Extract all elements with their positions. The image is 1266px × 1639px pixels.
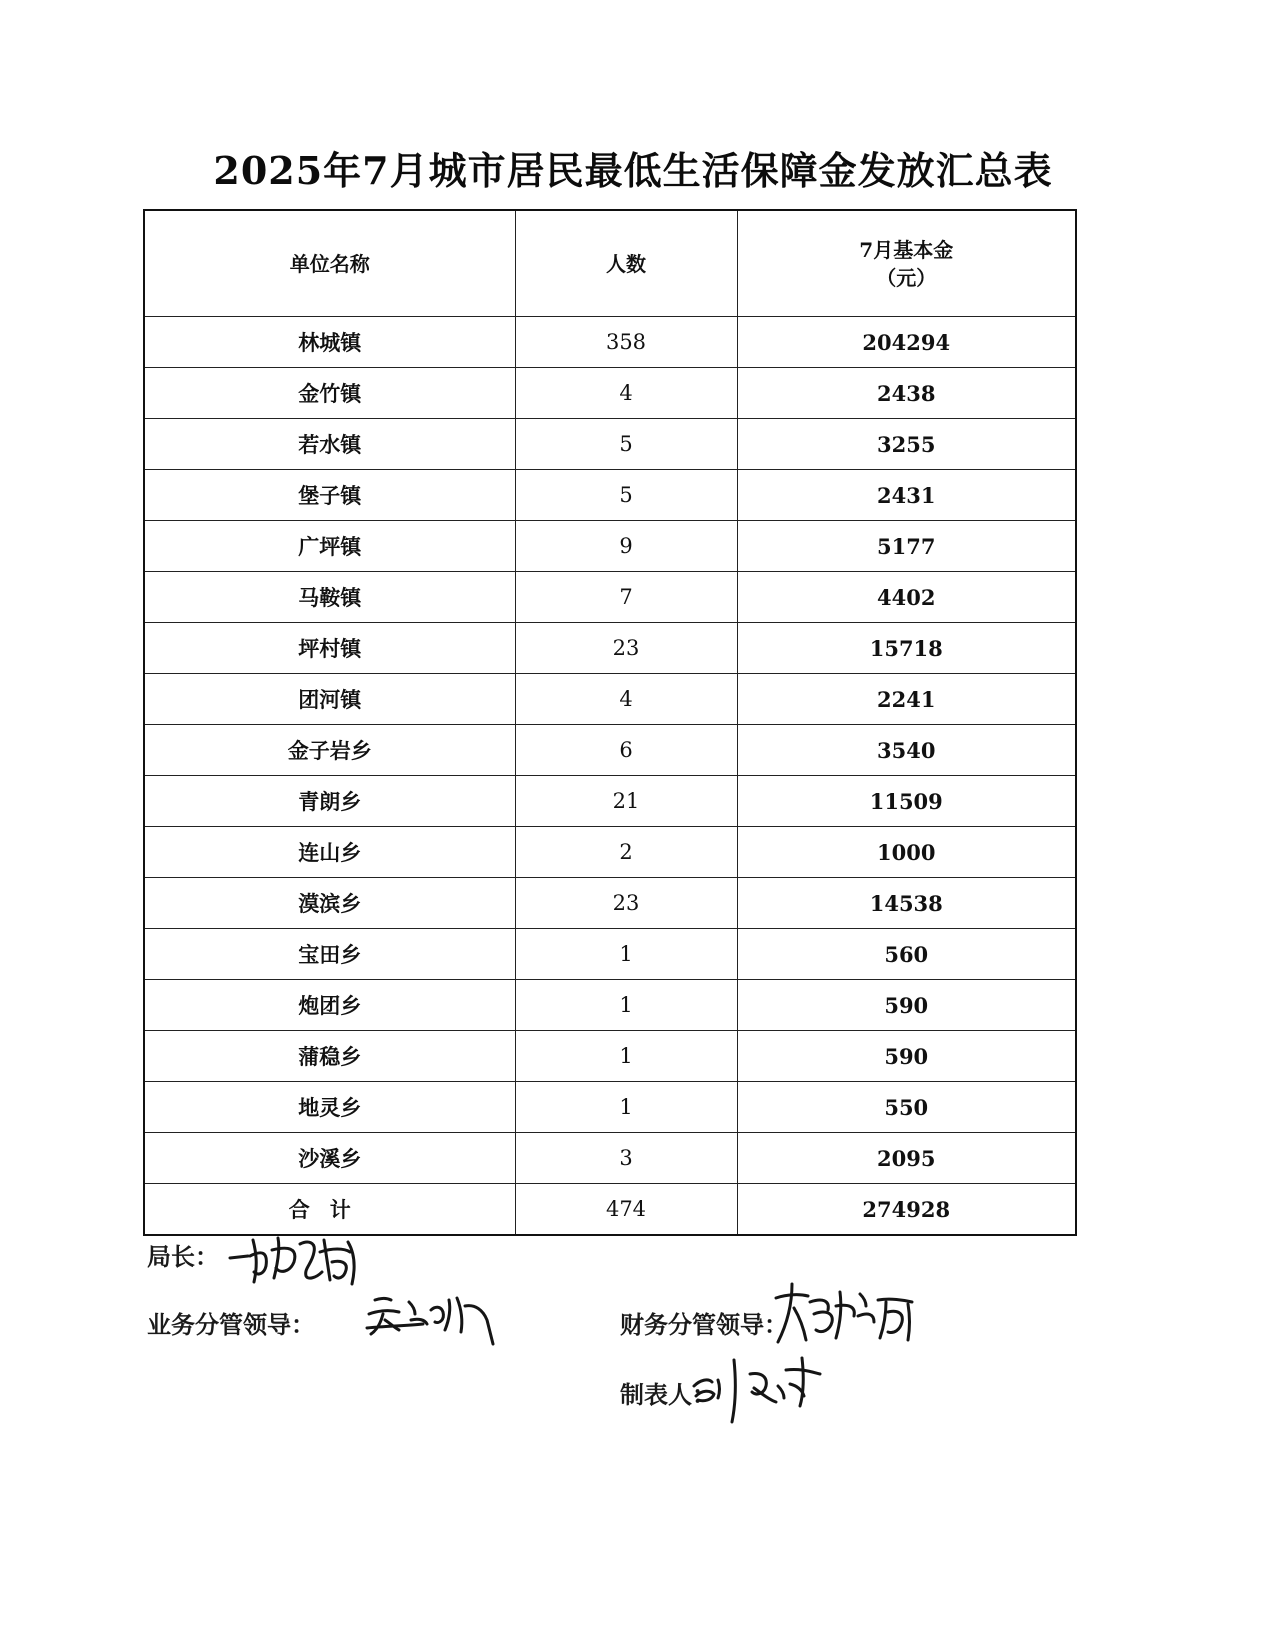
header-unit: 单位名称: [144, 210, 515, 317]
count-cell: 9: [515, 521, 737, 572]
count-cell: 4: [515, 368, 737, 419]
table-row: [144, 776, 1076, 827]
unit-cell: 林城镇: [144, 317, 515, 368]
unit-cell: 金竹镇: [144, 368, 515, 419]
count-cell: 358: [515, 317, 737, 368]
table-row: [144, 725, 1076, 776]
amount-cell: 11509: [737, 776, 1076, 827]
count-cell: 1: [515, 929, 737, 980]
count-cell: 3: [515, 1133, 737, 1184]
count-cell: 23: [515, 878, 737, 929]
header-amount-line1: 7月基本金: [859, 237, 954, 262]
unit-cell: 马鞍镇: [144, 572, 515, 623]
summary-table: [143, 209, 1077, 1236]
business-leader-label: 业务分管领导：: [147, 1311, 315, 1339]
preparer-signature: [690, 1350, 840, 1425]
amount-cell: 4402: [737, 572, 1076, 623]
table-row: [144, 980, 1076, 1031]
header-count: 人数: [515, 210, 737, 317]
amount-cell: 204294: [737, 317, 1076, 368]
table-row: [144, 827, 1076, 878]
total-amount-cell: 274928: [737, 1184, 1076, 1236]
table-row: [144, 572, 1076, 623]
table-row: [144, 929, 1076, 980]
amount-cell: 15718: [737, 623, 1076, 674]
finance-leader-label: 财务分管领导：: [620, 1311, 788, 1339]
unit-cell: 漠滨乡: [144, 878, 515, 929]
count-cell: 5: [515, 470, 737, 521]
unit-cell: 青朗乡: [144, 776, 515, 827]
table-row: [144, 1031, 1076, 1082]
unit-cell: 若水镇: [144, 419, 515, 470]
amount-cell: 14538: [737, 878, 1076, 929]
table-row: [144, 521, 1076, 572]
preparer-label: 制表人：: [620, 1381, 716, 1409]
page-title: 2025年7月城市居民最低生活保障金发放汇总表: [213, 148, 1053, 193]
table-row: [144, 1133, 1076, 1184]
count-cell: 5: [515, 419, 737, 470]
table-row: [144, 623, 1076, 674]
count-cell: 6: [515, 725, 737, 776]
unit-cell: 堡子镇: [144, 470, 515, 521]
amount-cell: 560: [737, 929, 1076, 980]
amount-cell: 5177: [737, 521, 1076, 572]
table-header-row: [144, 210, 1076, 317]
count-cell: 1: [515, 1031, 737, 1082]
finance-leader-signature: [770, 1278, 920, 1353]
unit-cell: 炮团乡: [144, 980, 515, 1031]
table-row: [144, 317, 1076, 368]
table-row: [144, 470, 1076, 521]
count-cell: 7: [515, 572, 737, 623]
table-body: [144, 317, 1076, 1236]
table-row: [144, 878, 1076, 929]
table-row: [144, 1082, 1076, 1133]
amount-cell: 2438: [737, 368, 1076, 419]
count-cell: 23: [515, 623, 737, 674]
director-signature: [228, 1222, 378, 1292]
total-count-cell: 474: [515, 1184, 737, 1236]
unit-cell: 宝田乡: [144, 929, 515, 980]
table-row: [144, 368, 1076, 419]
amount-cell: 2095: [737, 1133, 1076, 1184]
unit-cell: 连山乡: [144, 827, 515, 878]
unit-cell: 地灵乡: [144, 1082, 515, 1133]
count-cell: 1: [515, 1082, 737, 1133]
amount-cell: 550: [737, 1082, 1076, 1133]
unit-cell: 沙溪乡: [144, 1133, 515, 1184]
unit-cell: 金子岩乡: [144, 725, 515, 776]
unit-cell: 团河镇: [144, 674, 515, 725]
amount-cell: 1000: [737, 827, 1076, 878]
table-row: [144, 674, 1076, 725]
unit-cell: 坪村镇: [144, 623, 515, 674]
total-label-cell: 合计: [144, 1184, 515, 1236]
count-cell: 21: [515, 776, 737, 827]
count-cell: 4: [515, 674, 737, 725]
amount-cell: 2431: [737, 470, 1076, 521]
business-leader-signature: [365, 1280, 505, 1350]
director-label: 局长：: [147, 1243, 219, 1271]
unit-cell: 广坪镇: [144, 521, 515, 572]
amount-cell: 2241: [737, 674, 1076, 725]
header-amount: [737, 210, 1076, 317]
amount-cell: 590: [737, 980, 1076, 1031]
table-row: [144, 419, 1076, 470]
count-cell: 2: [515, 827, 737, 878]
amount-cell: 3540: [737, 725, 1076, 776]
amount-cell: 3255: [737, 419, 1076, 470]
amount-cell: 590: [737, 1031, 1076, 1082]
header-amount-line2: （元）: [876, 265, 937, 290]
unit-cell: 蒲稳乡: [144, 1031, 515, 1082]
count-cell: 1: [515, 980, 737, 1031]
